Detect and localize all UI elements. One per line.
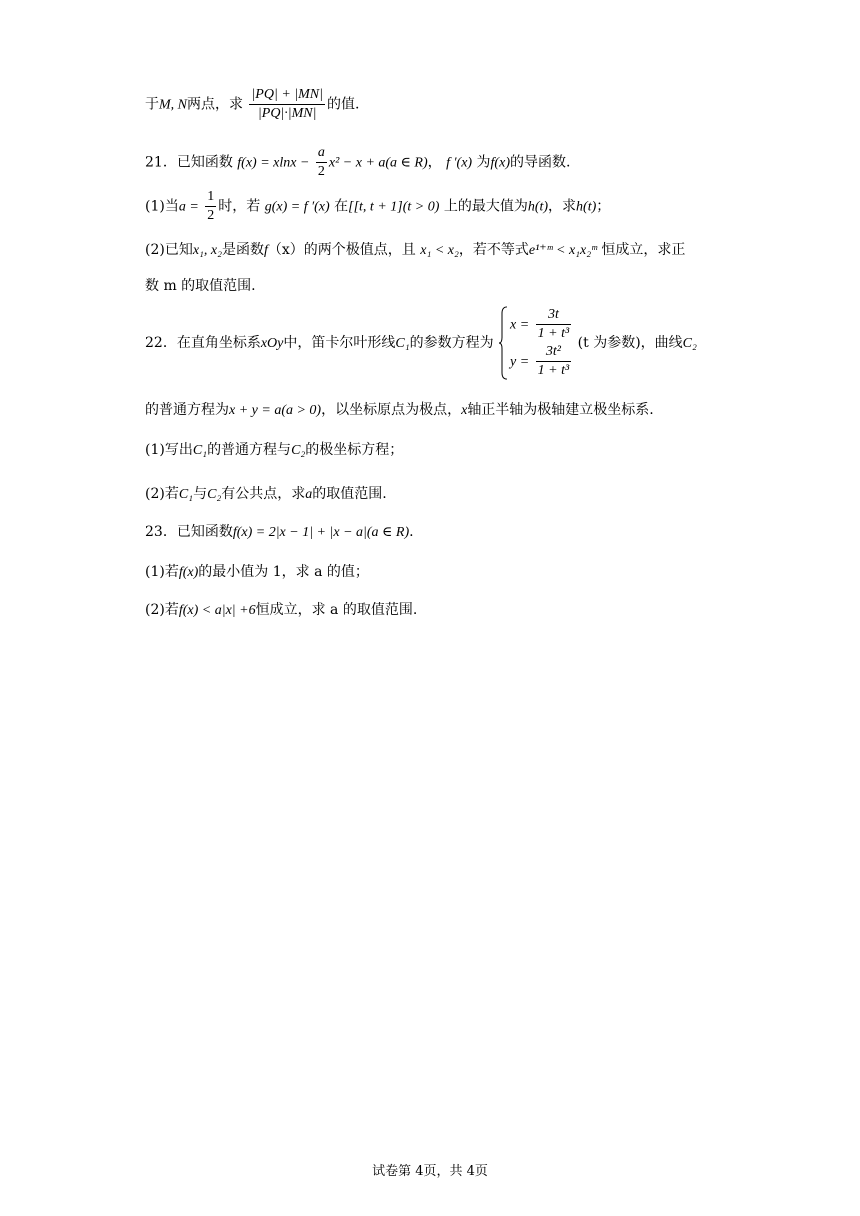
q21-p2-e: 恒成立，求正 bbox=[601, 242, 686, 258]
q20-fraction bbox=[249, 86, 325, 123]
q21-stem bbox=[145, 144, 570, 181]
q22-c1: C₁ bbox=[395, 335, 410, 351]
q21-frac-num: a bbox=[316, 144, 327, 163]
q21-p1-g: g(x) = f ′(x) bbox=[264, 199, 330, 215]
q22-parametric-system bbox=[498, 306, 573, 380]
q22-line2-a: 的普通方程为 bbox=[145, 402, 229, 418]
q21-stem-d: 的导函数. bbox=[509, 154, 571, 171]
q21-deriv: f ′(x) bbox=[446, 155, 473, 171]
q21-p1-b: 时，若 bbox=[218, 198, 261, 215]
q22-sys-y-num: 3t² bbox=[536, 343, 572, 362]
q20-tail-line bbox=[145, 86, 359, 123]
q23-func: f(x) = 2|x − 1| + |x − a|(a ∈ R) bbox=[232, 525, 410, 540]
q22-stem-b: 中，笛卡尔叶形线 bbox=[283, 334, 396, 351]
q22-p2-c: 有公共点，求 bbox=[221, 486, 306, 502]
q22-sys-x-row bbox=[510, 306, 573, 343]
q21-part1 bbox=[145, 188, 610, 225]
q22-sys-y-frac bbox=[536, 343, 572, 380]
q21-part2-line2: 数 m 的取值范围. bbox=[145, 278, 256, 294]
q23-p1-f: f(x) bbox=[178, 565, 199, 580]
q22-line2-eq: x + y = a(a > 0) bbox=[229, 403, 322, 418]
q22-p1-c2: C₂ bbox=[291, 443, 306, 458]
q21-func: f(x) = xlnx − bbox=[237, 155, 310, 171]
q22-p1-c: 的极坐标方程； bbox=[305, 442, 404, 458]
q21-p1-fraction bbox=[205, 188, 216, 225]
q21-p1-c: 在 bbox=[334, 198, 349, 215]
q21-p1-h: h(t) bbox=[527, 199, 549, 215]
q21-p1-aeq: a = bbox=[178, 199, 199, 215]
q21-part2 bbox=[145, 240, 685, 261]
q20-prefix: 于 bbox=[145, 96, 159, 113]
q21-p1-e: ，求 bbox=[548, 198, 577, 215]
q22-sys-y-lhs: y = bbox=[510, 354, 530, 370]
q21-p2-ineq: x₁ < x₂ bbox=[420, 243, 459, 258]
q23-part2 bbox=[145, 600, 417, 621]
q22-sys-y-den: 1 + t³ bbox=[537, 363, 570, 378]
q21-p2-d: ，若不等式 bbox=[458, 242, 529, 258]
q22-p1-a: (1)写出 bbox=[145, 442, 193, 458]
q22-sys-x-den: 1 + t³ bbox=[537, 326, 570, 341]
q23-p1-b: 的最小值为 1，求 a 的值； bbox=[198, 564, 369, 580]
q23-p2-ineq: f(x) < a|x| +6 bbox=[178, 603, 256, 618]
q20-frac-num: |PQ| + |MN| bbox=[249, 86, 325, 105]
q21-p2-ineq2: e¹⁺ᵐ < x₁x₂ᵐ bbox=[528, 243, 597, 258]
q22-stem-a: 22．在直角坐标系 bbox=[145, 334, 261, 351]
q23-p2-a: (2)若 bbox=[145, 602, 179, 618]
q21-stem-b: ， bbox=[427, 154, 442, 171]
q21-p2-x: x₁, x₂ bbox=[192, 243, 223, 258]
q21-p1-d: 上的最大值为 bbox=[443, 198, 528, 215]
q22-part1 bbox=[145, 440, 403, 461]
q21-p1-frac-num: 1 bbox=[205, 188, 216, 207]
q22-part2 bbox=[145, 484, 387, 505]
q23-p1-a: (1)若 bbox=[145, 564, 179, 580]
q22-p2-d: 的取值范围. bbox=[312, 486, 387, 502]
q21-fraction bbox=[316, 144, 327, 181]
q22-p2-c2: C₂ bbox=[207, 487, 222, 502]
q21-p2-c: （x）的两个极值点，且 bbox=[267, 242, 416, 258]
q22-line2-b: ，以坐标原点为极点， bbox=[321, 402, 462, 418]
q22-p1-b: 的普通方程与 bbox=[207, 442, 292, 458]
q22-p2-a: (2)若 bbox=[145, 486, 179, 502]
q20-middle: 两点，求 bbox=[187, 96, 243, 113]
q20-suffix: 的值. bbox=[326, 96, 360, 113]
q23-stem-b: . bbox=[409, 524, 414, 540]
q21-frac-den: 2 bbox=[317, 164, 325, 179]
q21-stem-c: 为 bbox=[476, 154, 491, 171]
q22-param-note: (t 为参数)，曲线 bbox=[577, 334, 683, 351]
q22-stem bbox=[145, 306, 697, 380]
q22-sys-x-num: 3t bbox=[536, 306, 572, 325]
q21-p2-f: f bbox=[264, 243, 268, 258]
q22-line2-c: 轴正半轴为极轴建立极坐标系. bbox=[467, 402, 654, 418]
q23-stem bbox=[145, 522, 414, 543]
q20-frac-den: |PQ|·|MN| bbox=[257, 106, 317, 121]
q22-line2-x: x bbox=[461, 403, 468, 418]
q21-p1-h2: h(t) bbox=[576, 199, 597, 215]
q22-p2-b: 与 bbox=[193, 486, 208, 502]
q21-p1-a: (1)当 bbox=[145, 198, 179, 215]
q22-p1-c1: C₁ bbox=[192, 443, 208, 458]
q22-c2: C₂ bbox=[682, 335, 697, 351]
q22-sys-y-row bbox=[510, 343, 573, 380]
q22-p2-a-var: a bbox=[305, 487, 313, 502]
q21-p2-a: (2)已知 bbox=[145, 242, 193, 258]
q23-stem-a: 23．已知函数 bbox=[145, 524, 233, 540]
q20-points: M, N bbox=[159, 97, 187, 113]
left-brace-icon bbox=[498, 306, 508, 380]
q23-part1 bbox=[145, 562, 369, 583]
q21-p1-frac-den: 2 bbox=[207, 208, 215, 223]
q22-p2-c1: C₁ bbox=[178, 487, 194, 502]
q21-p1-f: ； bbox=[596, 198, 611, 215]
q22-sys-x-frac bbox=[536, 306, 572, 343]
q21-p1-interval: [[t, t + 1](t > 0) bbox=[348, 199, 440, 215]
q22-stem-c: 的参数方程为 bbox=[409, 334, 494, 351]
q22-sys-x-lhs: x = bbox=[510, 317, 530, 333]
q22-line2 bbox=[145, 400, 654, 421]
page-footer: 试卷第 4页，共 4页 bbox=[372, 1164, 488, 1179]
q23-p2-b: 恒成立，求 a 的取值范围. bbox=[255, 602, 418, 618]
q21-func-tail: x² − x + a(a ∈ R) bbox=[328, 155, 428, 171]
q21-p2-b: 是函数 bbox=[222, 242, 265, 258]
q21-stem-a: 21．已知函数 bbox=[145, 154, 233, 171]
q22-xoy: xOy bbox=[260, 335, 284, 351]
q21-fx: f(x) bbox=[490, 155, 510, 171]
